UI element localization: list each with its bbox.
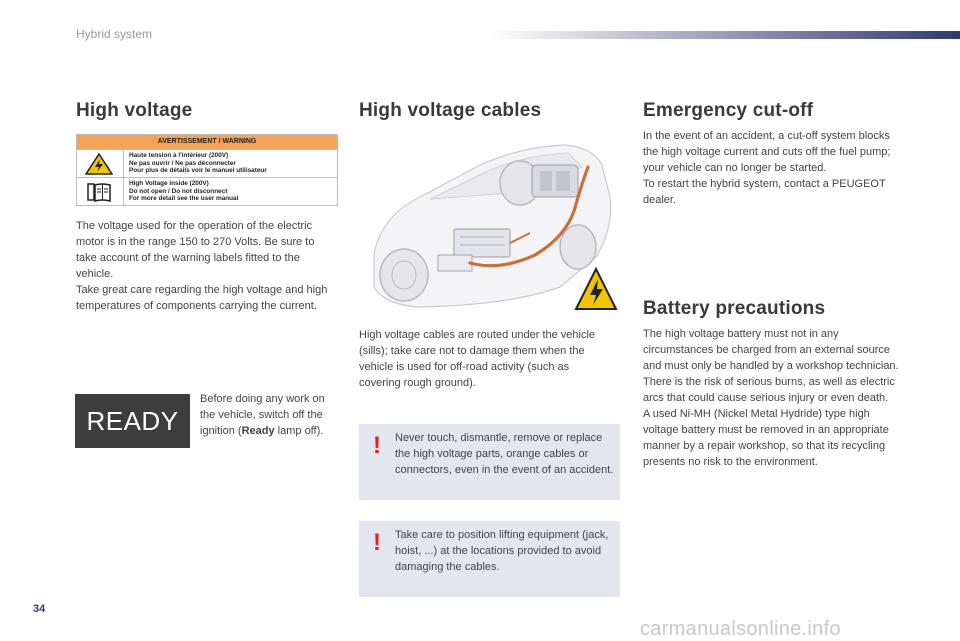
warning-label-fr-text: Haute tension à l'intérieur (200V) Ne pas ouvrir / Ne pas déconnecter Pour plus de détails voir le manuel utilisateur (129, 152, 267, 175)
battery-paragraph-3: A used Ni-MH (Nickel Metal Hydride) type high voltage battery must be removed in an appropriate manner by a repair workshop, so that its recycling presents no risk to the environment. (643, 408, 889, 468)
note-lifting-equipment-text: Take care to position lifting equipment (jack, hoist, ...) at the locations provided to avoid damaging the cables. (395, 529, 609, 573)
warning-label-row-en (77, 177, 337, 205)
column-high-voltage (76, 100, 338, 122)
section-header: Hybrid system (76, 27, 153, 41)
emergency-paragraph-2: To restart the hybrid system, contact a PEUGEOT dealer. (643, 178, 886, 206)
warning-label-en-text: High Voltage inside (200V) Do not open / Do not disconnect For more detail see the user manual (129, 180, 239, 203)
column-emergency (643, 100, 903, 122)
heading-high-voltage: High voltage (76, 100, 193, 121)
column-cables (359, 100, 621, 122)
page-number: 34 (33, 603, 46, 615)
cables-paragraph: High voltage cables are routed under the vehicle (sills); take care not to damage them when the vehicle is used for off-road activity (such as covering rough ground). (359, 329, 596, 389)
heading-high-voltage-cables: High voltage cables (359, 100, 542, 121)
emergency-text (643, 128, 895, 208)
high-voltage-text (76, 218, 338, 314)
emergency-paragraph: In the event of an accident, a cut-off system blocks the high voltage current and cuts off the fuel pump; your vehicle can no longer be started. (643, 130, 891, 174)
ready-text-after: lamp off). (274, 425, 324, 437)
warning-label (76, 134, 338, 206)
battery-text (643, 326, 899, 470)
vehicle-cable-illustration (360, 137, 618, 313)
note-never-touch-text: Never touch, dismantle, remove or replace the high voltage parts, orange cables or connectors, even in the event of an accident. (395, 432, 614, 476)
exclamation-icon: ! (373, 529, 381, 556)
note-never-touch (359, 424, 620, 500)
ready-instructions (200, 391, 340, 439)
ready-lamp-badge: READY (75, 394, 190, 448)
read-manual-icon (85, 181, 113, 203)
heading-battery-precautions: Battery precautions (643, 298, 826, 319)
high-voltage-paragraph: The voltage used for the operation of the electric motor is in the range 150 to 270 Volts. Be sure to take account of the warning labels fitted to the vehicle. (76, 220, 315, 280)
high-voltage-warning-icon (85, 153, 113, 175)
ready-text-bold: Ready (241, 425, 275, 437)
exclamation-icon: ! (373, 432, 381, 459)
heading-emergency-cut-off: Emergency cut-off (643, 100, 814, 121)
battery-paragraph-2: There is the risk of serious burns, as well as electric arcs that could cause serious injury or even death. (643, 376, 895, 404)
watermark: carmanualsonline.info (640, 618, 841, 640)
warning-label-banner: AVERTISSEMENT / WARNING (77, 135, 337, 149)
warning-label-row-fr (77, 149, 337, 177)
battery-paragraph: The high voltage battery must not in any circumstances be charged from an external source and must only be handled by a workshop technician. (643, 328, 899, 372)
header-decorative-bar (490, 31, 960, 39)
ready-text-before: Before doing any work on the vehicle, switch off the ignition ( (200, 393, 325, 437)
note-lifting-equipment (359, 521, 620, 597)
high-voltage-paragraph-2: Take great care regarding the high voltage and high temperatures of components carrying the current. (76, 284, 328, 312)
